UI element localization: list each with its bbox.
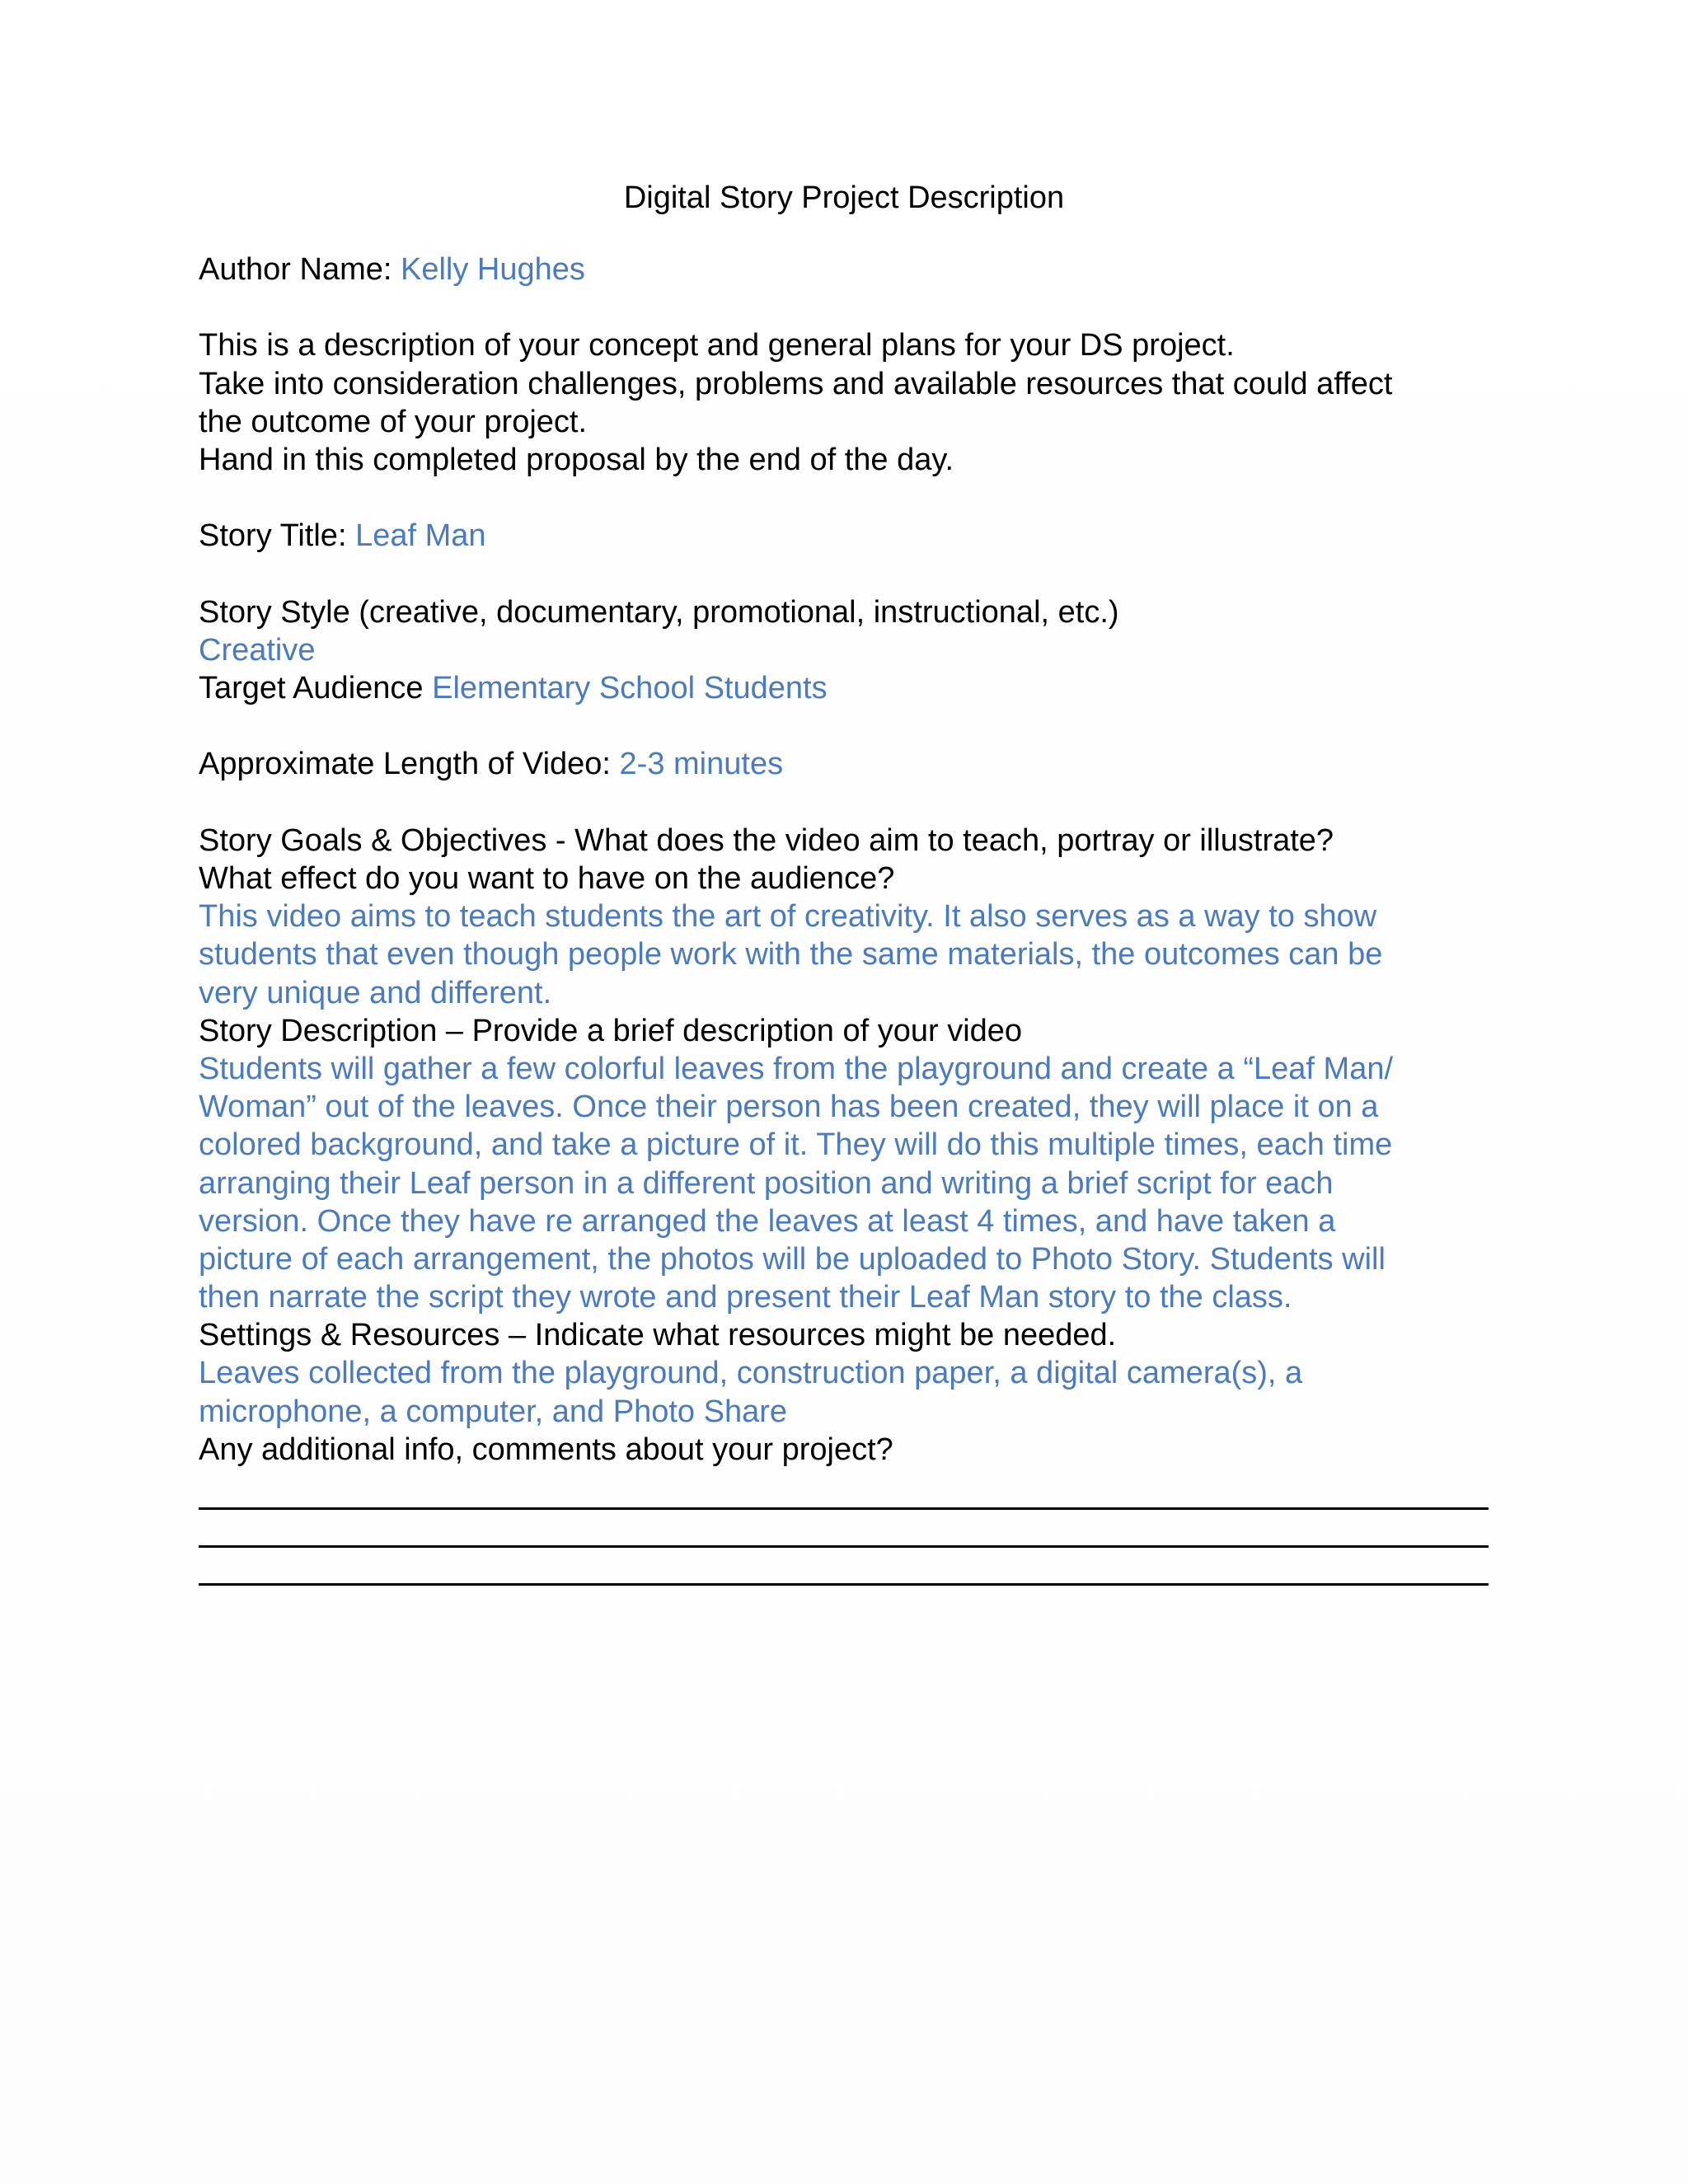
resources-answer-line: microphone, a computer, and Photo Share (199, 1394, 788, 1429)
spacer (199, 555, 1493, 593)
spacer (199, 288, 1493, 326)
author-label: Author Name: (199, 252, 401, 287)
answer-line-blank[interactable] (199, 1507, 1489, 1510)
intro-line: This is a description of your concept and general plans for your DS project. (199, 328, 1235, 363)
description-answer-line: then narrate the script they wrote and present their Leaf Man story to the class. (199, 1280, 1292, 1315)
answer-line-blank[interactable] (199, 1583, 1489, 1586)
author-value: Kelly Hughes (401, 252, 585, 287)
story-style-value: Creative (199, 632, 316, 668)
target-audience-row (199, 669, 1493, 707)
intro-line: Take into consideration challenges, problems and available resources that could affect (199, 366, 1393, 401)
video-length-row (199, 745, 1493, 783)
goals-prompt-line: Story Goals & Objectives - What does the video aim to teach, portray or illustrate? (199, 823, 1334, 858)
intro-line: the outcome of your project. (199, 404, 588, 439)
description-answer-line: colored background, and take a picture of it. They will do this multiple times, each time (199, 1127, 1393, 1163)
author-row (199, 251, 1493, 288)
description-answer-line: picture of each arrangement, the photos will be uploaded to Photo Story. Students will (199, 1241, 1386, 1277)
description-prompt: Story Description – Provide a brief description of your video (199, 1013, 1023, 1048)
description-answer-line: arranging their Leaf person in a different position and writing a brief script for each (199, 1165, 1334, 1201)
goals-prompt-line: What effect do you want to have on the audience? (199, 861, 895, 896)
description-answer-line: Woman” out of the leaves. Once their person has been created, they will place it on a (199, 1090, 1379, 1125)
document-body (199, 251, 1493, 1469)
spacer (199, 479, 1493, 517)
additional-prompt: Any additional info, comments about your project? (199, 1432, 893, 1467)
answer-line-blank[interactable] (199, 1545, 1489, 1548)
goals-answer-line: students that even though people work with the same materials, the outcomes can be (199, 937, 1383, 972)
goals-answer-line: This video aims to teach students the art of creativity. It also serves as a way to show (199, 899, 1377, 935)
intro-line: Hand in this completed proposal by the end of the day. (199, 442, 954, 477)
document-title: Digital Story Project Description (623, 180, 1065, 215)
spacer (199, 707, 1493, 745)
resources-answer-line: Leaves collected from the playground, construction paper, a digital camera(s), a (199, 1356, 1303, 1391)
target-audience-value: Elementary School Students (432, 671, 828, 706)
spacer (199, 784, 1493, 822)
target-audience-label: Target Audience (199, 671, 433, 706)
resources-prompt: Settings & Resources – Indicate what resources might be needed. (199, 1318, 1117, 1353)
story-title-row (199, 517, 1493, 555)
story-title-label: Story Title: (199, 518, 356, 554)
video-length-value: 2-3 minutes (619, 747, 784, 782)
video-length-label: Approximate Length of Video: (199, 747, 620, 782)
story-style-label: Story Style (creative, documentary, promotional, instructional, etc.) (199, 594, 1119, 630)
story-title-value: Leaf Man (355, 518, 486, 554)
goals-answer-line: very unique and different. (199, 975, 552, 1010)
description-answer-line: version. Once they have re arranged the leaves at least 4 times, and have taken a (199, 1203, 1336, 1239)
description-answer-line: Students will gather a few colorful leaves from the playground and create a “Leaf Man/ (199, 1051, 1394, 1086)
